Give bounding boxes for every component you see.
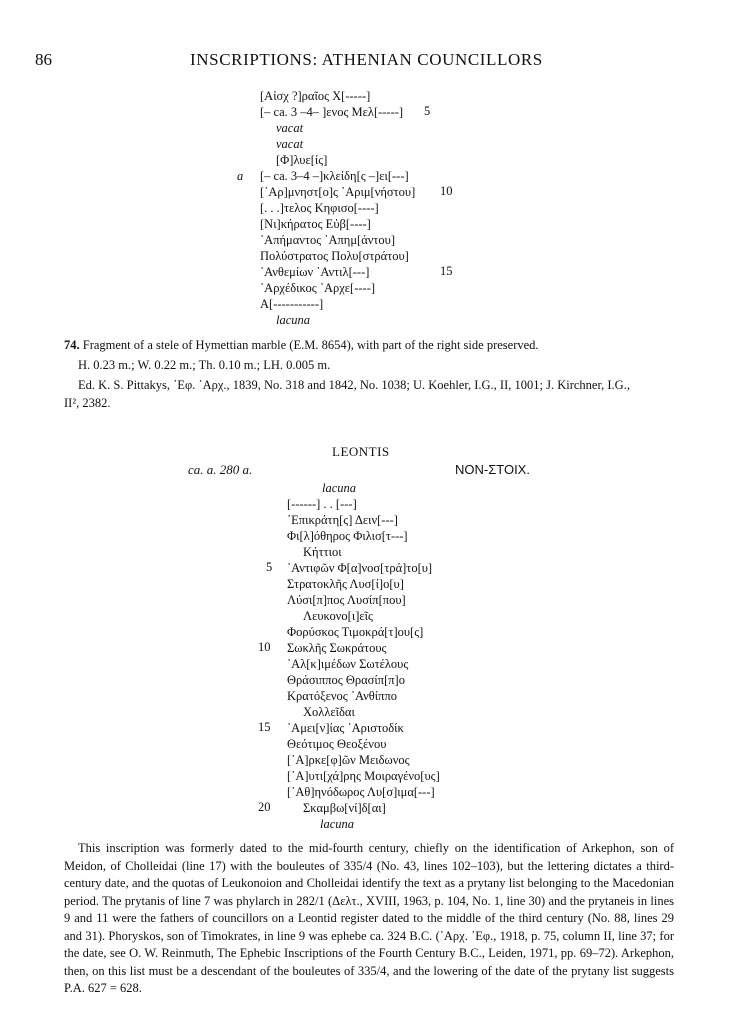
entry-dimensions: H. 0.23 m.; W. 0.22 m.; Th. 0.10 m.; LH. 0.005 m. bbox=[78, 358, 331, 372]
line-number: 5 bbox=[424, 104, 431, 118]
lacuna-note: lacuna bbox=[322, 481, 357, 495]
page-number: 86 bbox=[35, 50, 52, 69]
deme-heading: Λευκονο[ι]εῖς bbox=[303, 609, 373, 623]
inscription-line: Φορύσκος Τιμοκρά[τ]ου[ς] bbox=[287, 625, 424, 639]
entry-edition: Ed. K. S. Pittakys, ᾿Εφ. ᾿Αρχ., 1839, No. 318 and 1842, No. 1038; U. Koehler, I.G., II, 1001; J. Kirchner, I.G., bbox=[78, 378, 630, 392]
inscription-line: [Αἰσχ ?]ραῖος Χ[-----] bbox=[260, 89, 371, 103]
inscription-line: [– ca. 3 –4– ]ενος Μελ[-----] bbox=[260, 105, 404, 119]
date-label: ca. a. 280 a. bbox=[188, 462, 253, 477]
inscription-line: ᾿Αρχέδικος ᾿Αρχε[----] bbox=[260, 281, 376, 295]
vacat-note: vacat bbox=[276, 137, 304, 151]
tribe-heading: LEONTIS bbox=[332, 444, 390, 459]
line-number: 5 bbox=[266, 560, 273, 574]
entry-header bbox=[64, 338, 539, 353]
inscription-line: [Νι]κήρατος Εὐβ[----] bbox=[260, 217, 371, 231]
inscription-line: ᾿Επικράτη[ς] Δειν[---] bbox=[287, 513, 398, 527]
inscription-line: [Φ]λυε[ίς] bbox=[276, 153, 328, 167]
deme-heading: Κήττιοι bbox=[303, 545, 342, 559]
line-number: 10 bbox=[440, 184, 453, 198]
inscription-line: [– ca. 3–4 –]κλείδη[ς –]ει[---] bbox=[260, 169, 409, 183]
inscription-line: Φι[λ]όθηρος Φιλισ[τ---] bbox=[287, 529, 408, 543]
inscription-line: Λύσι[π]πος Λυσίπ[που] bbox=[287, 593, 406, 607]
inscription-line: ᾿Απήμαντος ᾿Απημ[άντου] bbox=[260, 233, 396, 247]
inscription-line: [------] . . [---] bbox=[287, 497, 357, 511]
inscription-line: [᾿Α]ρκε[φ]ῶν Μειδωνος bbox=[287, 753, 410, 767]
entry-edition-cont: II², 2382. bbox=[64, 396, 111, 410]
inscription-line: [᾿Α]υτι[χά]ρης Μοιραγένο[υς] bbox=[287, 769, 440, 783]
entry-number: 74. bbox=[64, 338, 80, 352]
style-label: NON-ΣΤΟΙΧ. bbox=[455, 462, 530, 477]
inscription-line: Θράσιππος Θρασίπ[π]ο bbox=[287, 673, 405, 687]
inscription-line: Σωκλῆς Σωκράτους bbox=[287, 641, 387, 655]
inscription-line: Θεότιμος Θεοξένου bbox=[287, 737, 387, 751]
line-number: 10 bbox=[258, 640, 271, 654]
line-number: 15 bbox=[258, 720, 271, 734]
margin-letter: a bbox=[237, 169, 244, 183]
inscription-line: Κρατόξενος ᾿Ανθίππο bbox=[287, 689, 398, 703]
deme-heading: Χολλεῖδαι bbox=[303, 705, 355, 719]
line-number: 20 bbox=[258, 800, 271, 814]
inscription-line: Στρατοκλῆς Λυσ[ί]ο[υ] bbox=[287, 577, 404, 591]
inscription-line: ᾿Αλ[κ]ιμέδων Σωτέλους bbox=[287, 657, 409, 671]
inscription-line: Πολύστρατος Πολυ[στράτου] bbox=[260, 249, 409, 263]
inscription-line: ᾿Αντιφῶν Φ[α]νοσ[τρά]το[υ] bbox=[287, 561, 433, 575]
deme-heading: Σκαμβω[νί]δ[αι] bbox=[303, 801, 386, 815]
inscription-line: [᾿Αρ]μνηστ[ο]ς ᾿Αριμ[νήστου] bbox=[260, 185, 416, 199]
inscription-line: ᾿Ανθεμίων ᾿Αντιλ[---] bbox=[260, 265, 370, 279]
running-title: INSCRIPTIONS: ATHENIAN COUNCILLORS bbox=[190, 50, 543, 69]
lacuna-note: lacuna bbox=[320, 817, 355, 831]
inscription-line: [. . .]τελος Κηφισο[----] bbox=[260, 201, 379, 215]
inscription-line: ᾿Αμει[ν]ίας ᾿Αριστοδίκ bbox=[287, 721, 404, 735]
commentary-paragraph: This inscription was formerly dated to the mid-fourth century, chiefly on the identification of Arkephon, son of Meidon, of Cholleidai (line 17) with the bouleutes of 335/4 (No. 43, lines 102–103), but the lettering dictates a third-century date, and the quotas of Leukonoion and Cholleidai identify the text as a prytany list belonging to the Macedonian period. The prytanis of line 7 was phylarch in 282/1 (Δελτ., XVIII, 1963, p. 104, No. 1, line 30) and the prytaneis in lines 9 and 11 were the fathers of councillors on a Leontid register dated to the middle of the third century (No. 88, lines 29 and 31). Phoryskos, son of Timokrates, in line 9 was ephebe ca. 324 B.C. (᾿Αρχ. ᾿Εφ., 1918, p. 75, column II, line 37; for the date, see O. W. Reinmuth, The Ephebic Inscriptions of the Fourth Century B.C., Leiden, 1971, pp. 69–72). Arkephon, then, on this list must be a descendant of the bouleutes of 335/4, and the lowering of the date of the prytany list suggests P.A. 627 = 628. bbox=[64, 841, 674, 995]
lacuna-note: lacuna bbox=[276, 313, 311, 327]
line-number: 15 bbox=[440, 264, 453, 278]
inscription-line: Α[-----------] bbox=[260, 297, 324, 311]
vacat-note: vacat bbox=[276, 121, 304, 135]
entry-description: Fragment of a stele of Hymettian marble (E.M. 8654), with part of the right side preserved. bbox=[79, 338, 539, 352]
inscription-line: [᾿Αθ]ηνόδωρος Λυ[σ]ιμα[---] bbox=[287, 785, 435, 799]
